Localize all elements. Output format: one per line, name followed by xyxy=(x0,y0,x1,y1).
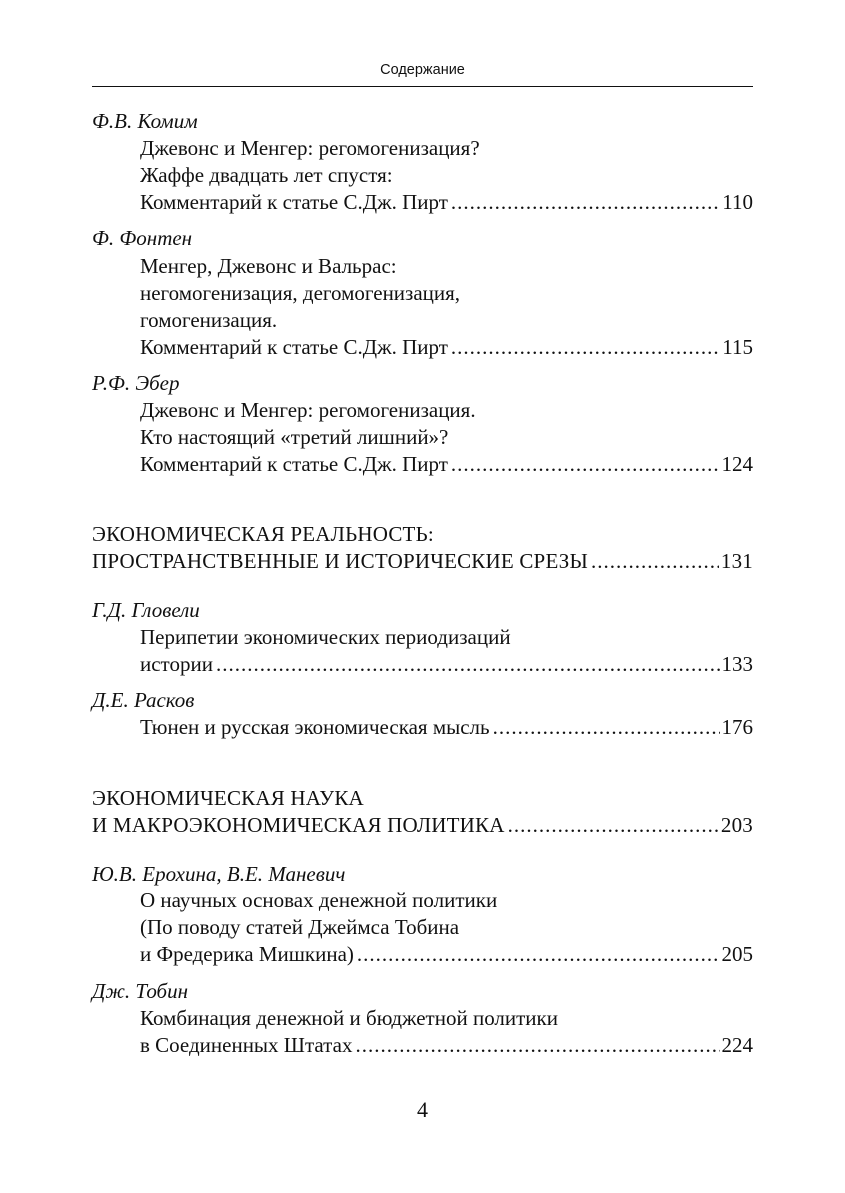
page-ref: 203 xyxy=(720,813,753,837)
page-ref: 205 xyxy=(721,942,753,966)
page-ref: 110 xyxy=(722,190,753,214)
running-header: Содержание xyxy=(380,62,465,78)
entry-title-line: негомогенизация, дегомогенизация, xyxy=(140,281,461,305)
toc-section-line[interactable] xyxy=(92,548,753,575)
page-number: 4 xyxy=(417,1097,428,1122)
entry-title-line: Комбинация денежной и бюджетной политики xyxy=(140,1006,558,1030)
dot-leader xyxy=(216,651,720,678)
dot-leader xyxy=(508,812,719,839)
toc-entry-line[interactable] xyxy=(140,941,753,968)
dot-leader xyxy=(451,451,720,478)
entry-author: Ф. Фонтен xyxy=(92,226,193,250)
entry-title-text: и Фредерика Мишкина) xyxy=(140,942,354,966)
toc-entry-line[interactable] xyxy=(140,651,753,678)
entry-title-line: (По поводу статей Джеймса Тобина xyxy=(140,915,460,939)
entry-title-text: Комментарий к статье С.Дж. Пирт xyxy=(140,452,448,476)
entry-title-text: Комментарий к статье С.Дж. Пирт xyxy=(140,335,448,359)
dot-leader xyxy=(355,1032,719,1059)
entry-title-text: в Соединенных Штатах xyxy=(140,1033,353,1057)
entry-title-line: Жаффе двадцать лет спустя: xyxy=(140,163,393,187)
entry-author: Д.Е. Расков xyxy=(92,688,195,712)
page-ref: 124 xyxy=(721,452,753,476)
entry-title-text: Тюнен и русская экономическая мысль xyxy=(140,715,490,739)
section-heading-text: ПРОСТРАНСТВЕННЫЕ И ИСТОРИЧЕСКИЕ СРЕЗЫ xyxy=(92,549,588,573)
page-ref: 115 xyxy=(722,335,753,359)
toc-entry-line[interactable] xyxy=(140,189,753,216)
dot-leader xyxy=(357,941,720,968)
entry-title-line: Менгер, Джевонс и Вальрас: xyxy=(140,254,397,278)
section-heading: ЭКОНОМИЧЕСКАЯ РЕАЛЬНОСТЬ: xyxy=(92,522,434,546)
page-ref: 176 xyxy=(721,715,753,739)
section-heading-text: И МАКРОЭКОНОМИЧЕСКАЯ ПОЛИТИКА xyxy=(92,813,505,837)
toc-entry-line[interactable] xyxy=(140,334,753,361)
toc-section-line[interactable] xyxy=(92,812,753,839)
page-ref: 133 xyxy=(721,652,753,676)
entry-title-text: Комментарий к статье С.Дж. Пирт xyxy=(140,190,448,214)
entry-title-line: Джевонс и Менгер: регомогенизация? xyxy=(140,136,480,160)
entry-title-line: гомогенизация. xyxy=(140,308,278,332)
toc-entry-line[interactable] xyxy=(140,1032,753,1059)
section-heading: ЭКОНОМИЧЕСКАЯ НАУКА xyxy=(92,786,364,810)
page-ref: 131 xyxy=(720,549,753,573)
toc-entry-line[interactable] xyxy=(140,451,753,478)
entry-title-line: Джевонс и Менгер: регомогенизация. xyxy=(140,398,476,422)
entry-title-line: О научных основах денежной политики xyxy=(140,888,498,912)
header-rule xyxy=(92,86,753,87)
dot-leader xyxy=(451,189,720,216)
entry-author: Р.Ф. Эбер xyxy=(92,371,180,395)
entry-title-text: истории xyxy=(140,652,213,676)
entry-title-line: Перипетии экономических периодизаций xyxy=(140,625,511,649)
entry-author: Г.Д. Гловели xyxy=(92,598,200,622)
entry-title-line: Кто настоящий «третий лишний»? xyxy=(140,425,449,449)
dot-leader xyxy=(493,714,720,741)
entry-author: Дж. Тобин xyxy=(92,979,189,1003)
entry-author: Ф.В. Комим xyxy=(92,109,198,133)
toc-entry-line[interactable] xyxy=(140,714,753,741)
dot-leader xyxy=(591,548,719,575)
entry-author: Ю.В. Ерохина, В.Е. Маневич xyxy=(92,862,346,886)
page-ref: 224 xyxy=(721,1033,753,1057)
dot-leader xyxy=(451,334,720,361)
